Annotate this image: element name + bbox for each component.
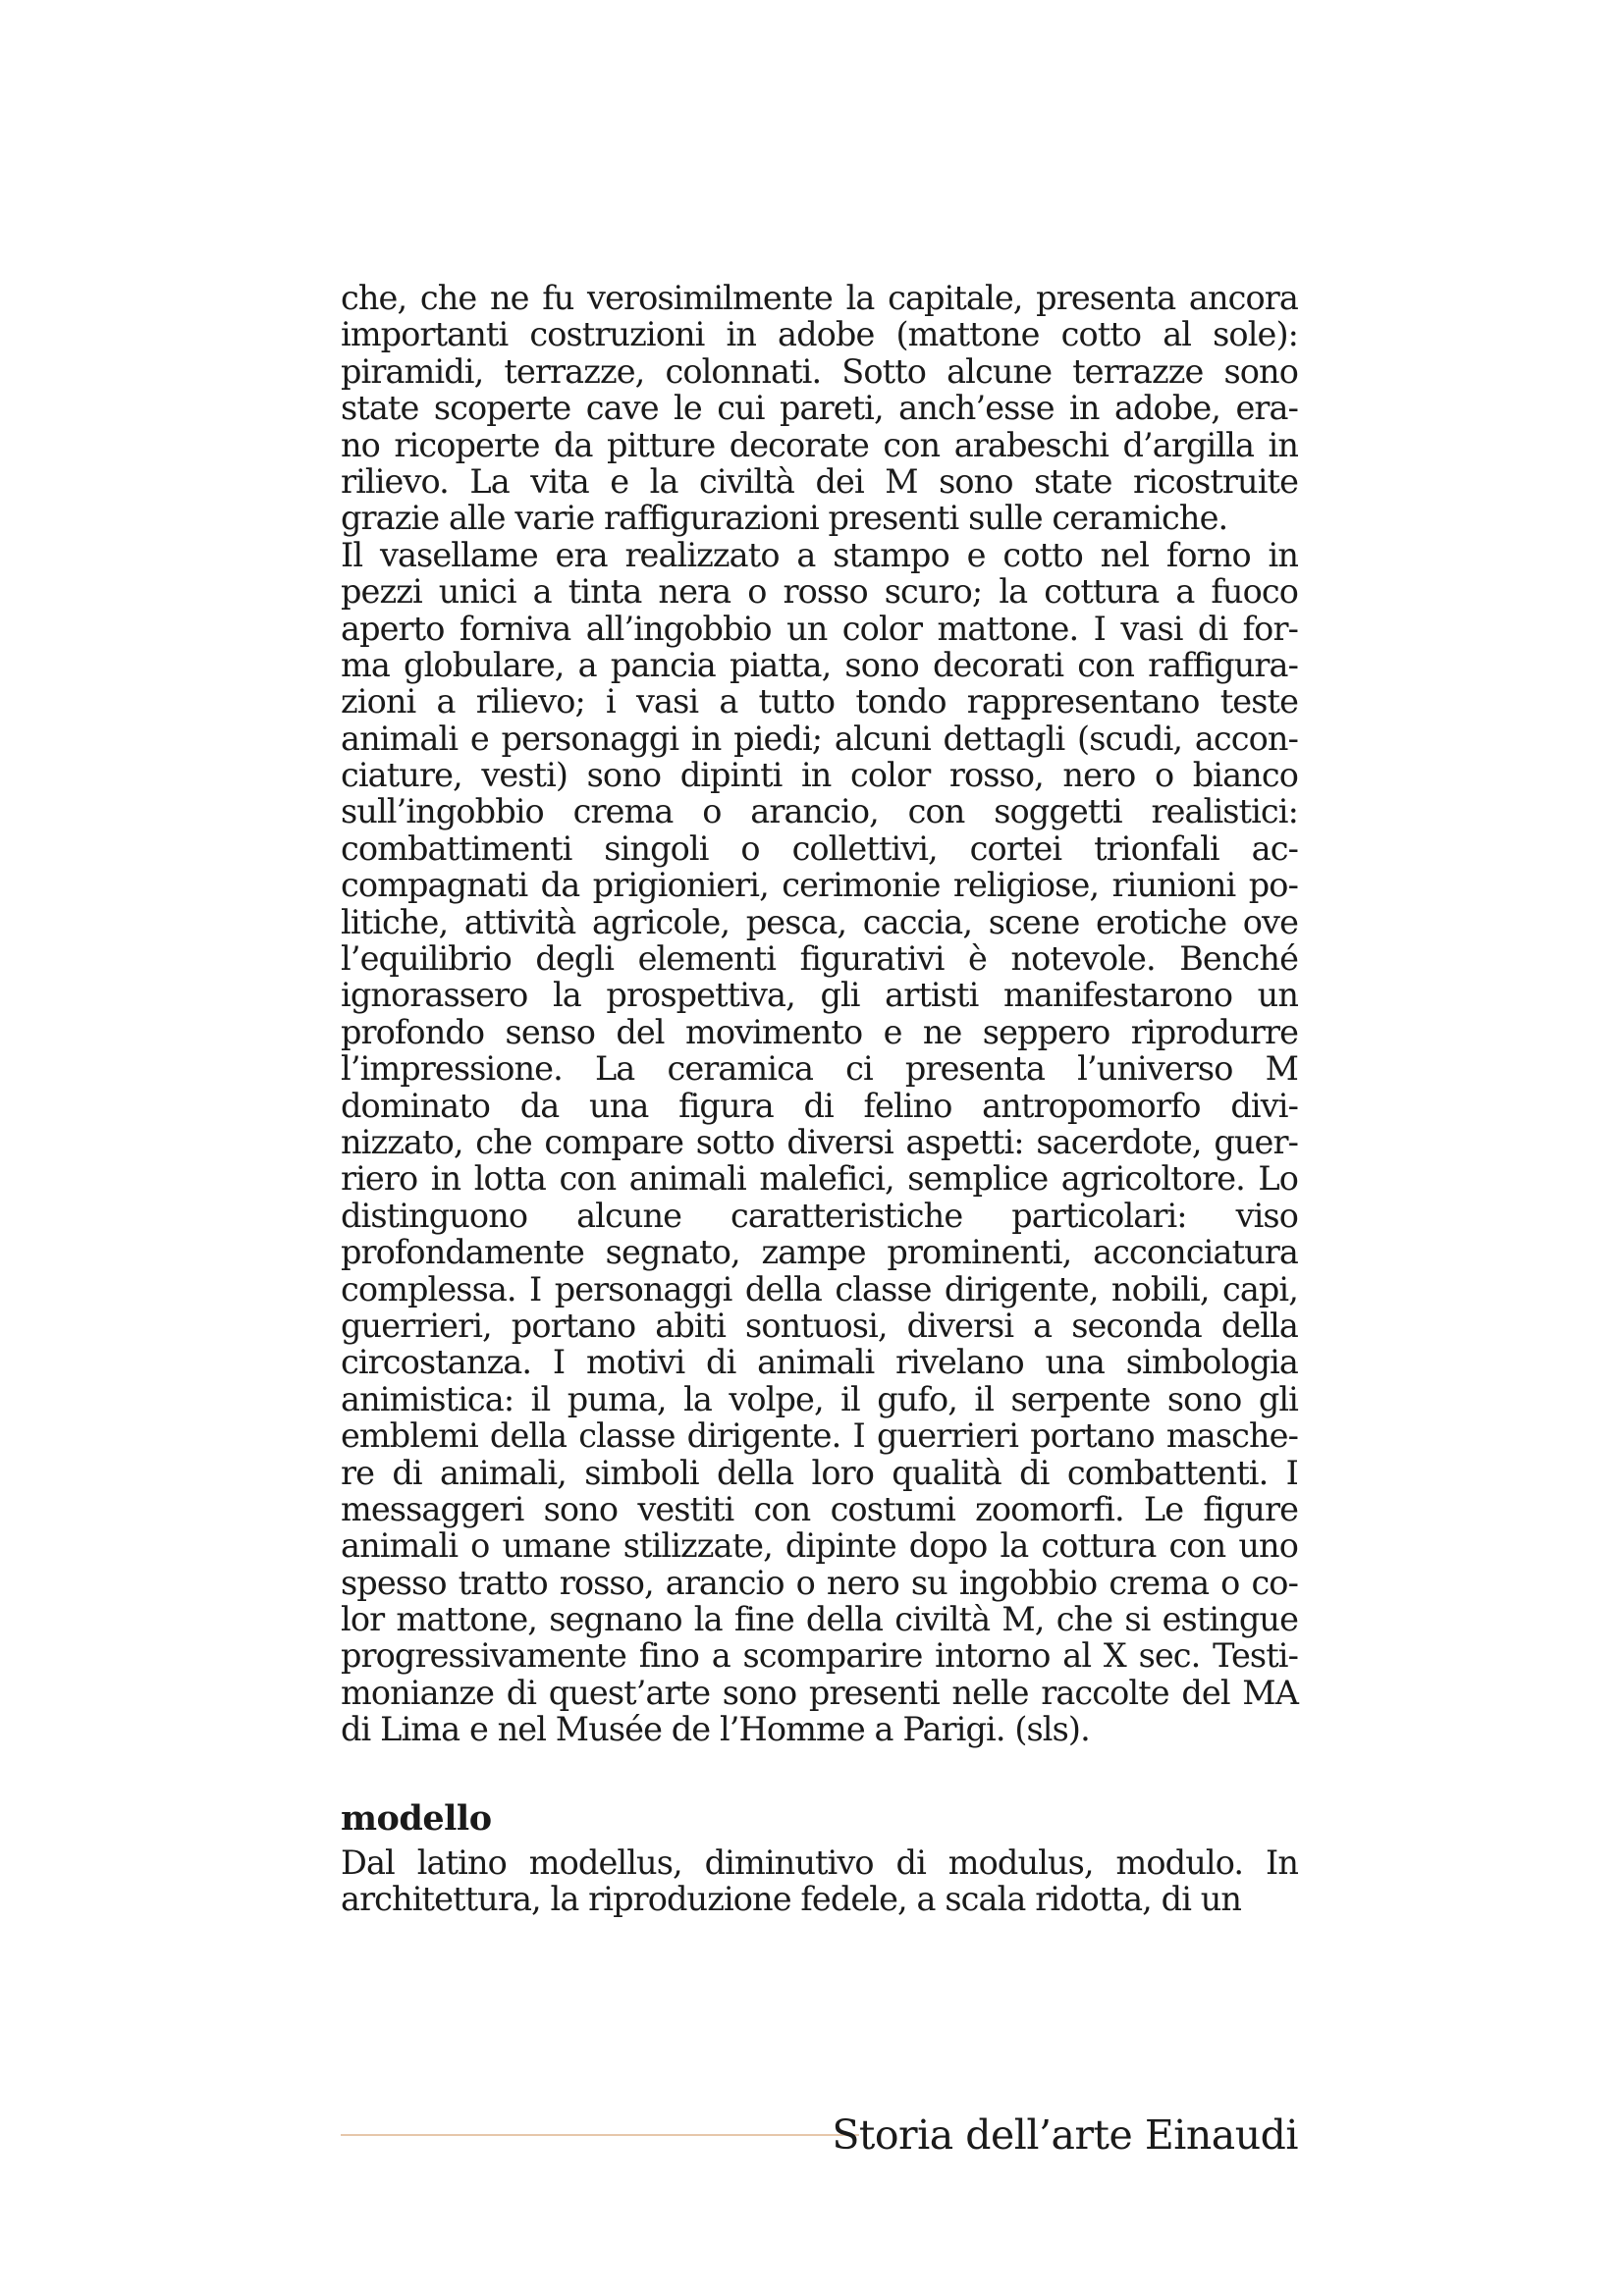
text-line: l’impressione. La ceramica ci presenta l’universo M — [341, 1049, 1298, 1089]
text-line: animali e personaggi in piedi; alcuni dettagli (scudi, accon- — [341, 719, 1298, 758]
text-column — [341, 280, 1298, 1917]
text-line: state scoperte cave le cui pareti, anch’esse in adobe, era- — [341, 389, 1298, 428]
entry-heading: modello — [341, 1797, 492, 1839]
text-line: che, che ne fu verosimilmente la capitale, presenta ancora — [341, 279, 1298, 317]
text-line: importanti costruzioni in adobe (mattone cotto al sole): — [341, 315, 1298, 354]
paragraph-modello — [341, 1844, 1298, 1918]
text-line: grazie alle varie raffigurazioni presenti sulle ceramiche. — [341, 499, 1228, 538]
text-line: rilievo. La vita e la civiltà dei M sono state ricostruite — [341, 461, 1298, 501]
text-line: re di animali, simboli della loro qualità di combattenti. I — [341, 1453, 1298, 1492]
paragraph-ceramics — [341, 537, 1298, 1748]
text-line: animali o umane stilizzate, dipinte dopo la cottura con uno — [341, 1526, 1298, 1566]
text-line: profondamente segnato, zampe prominenti, acconciatura — [341, 1233, 1298, 1272]
text-line: animistica: il puma, la volpe, il gufo, il serpente sono gli — [341, 1379, 1298, 1418]
text-line: litiche, attività agricole, pesca, caccia, scene erotiche ove — [341, 902, 1298, 941]
text-line: piramidi, terrazze, colonnati. Sotto alcune terrazze sono — [341, 351, 1298, 391]
text-line: guerrieri, portano abiti sontuosi, diversi a seconda della — [341, 1306, 1298, 1345]
text-line: no ricoperte da pitture decorate con arabeschi d’argilla in — [341, 425, 1298, 464]
paragraph-continued — [341, 280, 1298, 537]
text-line: emblemi della classe dirigente. I guerrieri portano masche- — [341, 1416, 1298, 1456]
text-line: architettura, la riproduzione fedele, a scala ridotta, di un — [341, 1880, 1242, 1919]
text-line: zioni a rilievo; i vasi a tutto tondo rappresentano teste — [341, 682, 1298, 721]
text-line: complessa. I personaggi della classe dirigente, nobili, capi, — [341, 1269, 1298, 1308]
text-line: spesso tratto rosso, arancio o nero su ingobbio crema o co- — [341, 1563, 1298, 1602]
text-line: sull’ingobbio crema o arancio, con soggetti realistici: — [341, 792, 1298, 831]
text-line: pezzi unici a tinta nera o rosso scuro; la cottura a fuoco — [341, 572, 1298, 612]
text-line: combattimenti singoli o collettivi, cortei trionfali ac- — [341, 828, 1298, 868]
text-line: distinguono alcune caratteristiche particolari: viso — [341, 1196, 1298, 1235]
footer-title: Storia dell’arte Einaudi — [832, 2111, 1298, 2159]
footer-rule — [341, 2134, 859, 2136]
text-line: di Lima e nel Musée de l’Homme a Parigi. (sls). — [341, 1710, 1090, 1749]
text-line: progressivamente fino a scomparire intorno al X sec. Testi- — [341, 1636, 1298, 1676]
text-line: Dal latino modellus, diminutivo di modulus, modulo. In — [341, 1842, 1298, 1882]
text-line: nizzato, che compare sotto diversi aspetti: sacerdote, guer- — [341, 1122, 1298, 1161]
text-line: monianze di quest’arte sono presenti nelle raccolte del MA — [341, 1673, 1298, 1712]
text-line: compagnati da prigionieri, cerimonie religiose, riunioni po- — [341, 866, 1298, 905]
text-line: Il vasellame era realizzato a stampo e cotto nel forno in — [341, 535, 1298, 574]
text-line: circostanza. I motivi di animali rivelano una simbologia — [341, 1343, 1298, 1382]
text-line: aperto forniva all’ingobbio un color mattone. I vasi di for- — [341, 609, 1298, 648]
page-footer — [341, 2103, 1298, 2162]
text-line: messaggeri sono vestiti con costumi zoomorfi. Le figure — [341, 1489, 1298, 1528]
text-line: profondo senso del movimento e ne seppero riprodurre — [341, 1012, 1298, 1051]
text-line: ma globulare, a pancia piatta, sono decorati con raffigura- — [341, 645, 1298, 684]
text-line: riero in lotta con animali malefici, semplice agricoltore. Lo — [341, 1159, 1298, 1199]
text-line: dominato da una figura di felino antropomorfo divi- — [341, 1086, 1298, 1125]
text-line: lor mattone, segnano la fine della civiltà M, che si estingue — [341, 1600, 1298, 1639]
text-line: ignorassero la prospettiva, gli artisti manifestarono un — [341, 976, 1298, 1015]
text-line: ciature, vesti) sono dipinti in color rosso, nero o bianco — [341, 756, 1298, 795]
text-line: l’equilibrio degli elementi figurativi è notevole. Benché — [341, 939, 1298, 979]
